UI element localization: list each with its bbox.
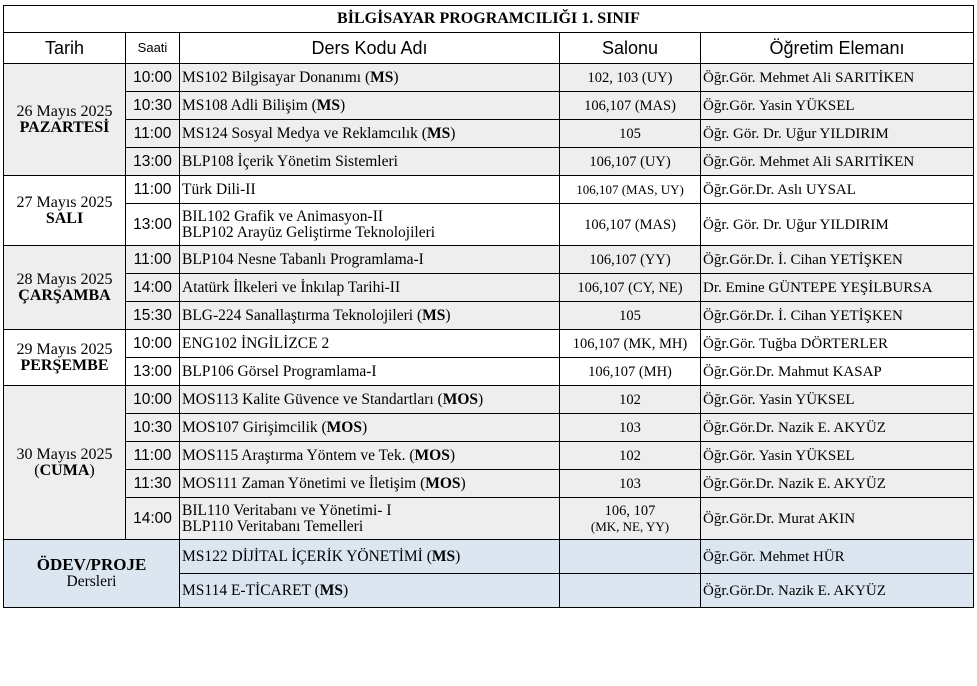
course-cell: MS122 DİJİTAL İÇERİK YÖNETİMİ (MS) [180,540,560,574]
course-cell: BIL102 Grafik ve Animasyon-II BLP102 Arayüz Geliştirme Teknolojileri [180,204,560,246]
instructor-cell: Öğr.Gör. Mehmet Ali SARITİKEN [701,148,974,176]
instructor-cell: Öğr.Gör. Mehmet Ali SARITİKEN [701,64,974,92]
instructor-cell: Öğr.Gör. Yasin YÜKSEL [701,92,974,120]
table-row [4,386,974,414]
course-cell: Atatürk İlkeleri ve İnkılap Tarihi-II [180,274,560,302]
header-course: Ders Kodu Adı [180,33,560,64]
header-room: Salonu [560,33,701,64]
date-cell [4,64,126,176]
date-cell: 30 Mayıs 2025 (CUMA) [4,386,126,540]
time-cell: 11:30 [126,470,180,498]
time-cell: 15:30 [126,302,180,330]
table-row [4,64,974,92]
table-row [4,330,974,358]
instructor-cell: Öğr.Gör.Dr. Nazik E. AKYÜZ [701,574,974,608]
time-cell: 11:00 [126,246,180,274]
course-cell: MOS113 Kalite Güvence ve Standartları (MOS) [180,386,560,414]
instructor-cell: Öğr.Gör. Yasin YÜKSEL [701,386,974,414]
table-row [4,120,974,148]
instructor-cell: Öğr. Gör. Dr. Uğur YILDIRIM [701,204,974,246]
table-row [4,414,974,442]
time-cell: 14:00 [126,274,180,302]
day-name: ÇARŞAMBA [18,286,111,304]
room-cell: 106,107 (YY) [560,246,701,274]
course-cell: MOS107 Girişimcilik (MOS) [180,414,560,442]
course-cell: MOS111 Zaman Yönetimi ve İletişim (MOS) [180,470,560,498]
course-cell: MS108 Adli Bilişim (MS) [180,92,560,120]
time-cell: 10:30 [126,92,180,120]
table-row [4,176,974,204]
instructor-cell: Öğr.Gör.Dr. İ. Cihan YETİŞKEN [701,302,974,330]
room-cell: 102 [560,442,701,470]
homework-subtitle: Dersleri [66,573,117,590]
date-cell [4,330,126,386]
day-name: PAZARTESİ [19,118,110,136]
table-row [4,274,974,302]
table-row [4,92,974,120]
time-cell: 14:00 [126,498,180,540]
instructor-cell: Öğr.Gör.Dr. Nazik E. AKYÜZ [701,414,974,442]
time-cell: 10:00 [126,330,180,358]
table-title: BİLGİSAYAR PROGRAMCILIĞI 1. SINIF [4,6,974,33]
header-time: Saati [126,33,180,64]
table-row [4,204,974,246]
date-cell [4,176,126,246]
time-cell: 10:00 [126,64,180,92]
room-cell: 105 [560,120,701,148]
date-text: 26 Mayıs 2025 [16,102,113,120]
table-row [4,358,974,386]
homework-title: ÖDEV/PROJE [36,555,147,574]
table-row [4,498,974,540]
instructor-cell: Öğr.Gör.Dr. Nazik E. AKYÜZ [701,470,974,498]
room-cell: 102 [560,386,701,414]
day-name: CUMA [39,461,90,479]
header-instructor: Öğretim Elemanı [701,33,974,64]
table-row [4,246,974,274]
homework-label-cell [4,540,180,608]
instructor-cell: Öğr.Gör.Dr. Mahmut KASAP [701,358,974,386]
instructor-cell: Öğr.Gör. Yasin YÜKSEL [701,442,974,470]
header-row [4,33,974,64]
instructor-cell: Öğr.Gör. Mehmet HÜR [701,540,974,574]
date-text: 28 Mayıs 2025 [16,270,113,288]
room-cell: 106,107 (MK, MH) [560,330,701,358]
course-cell: BIL110 Veritabanı ve Yönetimi- I BLP110 Veritabanı Temelleri [180,498,560,540]
room-cell: 106,107 (MAS, UY) [560,176,701,204]
time-cell: 13:00 [126,358,180,386]
course-cell: BLP104 Nesne Tabanlı Programlama-I [180,246,560,274]
date-text: 27 Mayıs 2025 [16,193,113,211]
header-date: Tarih [4,33,126,64]
instructor-cell: Öğr.Gör.Dr. Murat AKIN [701,498,974,540]
time-cell: 13:00 [126,204,180,246]
instructor-cell: Öğr.Gör.Dr. İ. Cihan YETİŞKEN [701,246,974,274]
course-cell: BLG-224 Sanallaştırma Teknolojileri (MS) [180,302,560,330]
date-text: 30 Mayıs 2025 [16,445,113,463]
table-row [4,302,974,330]
course-cell: MS114 E-TİCARET (MS) [180,574,560,608]
course-cell: BLP108 İçerik Yönetim Sistemleri [180,148,560,176]
room-cell [560,540,701,574]
room-cell: 106,107 (CY, NE) [560,274,701,302]
time-cell: 10:30 [126,414,180,442]
instructor-cell: Öğr.Gör. Tuğba DÖRTERLER [701,330,974,358]
course-cell: MS124 Sosyal Medya ve Reklamcılık (MS) [180,120,560,148]
instructor-cell: Öğr. Gör. Dr. Uğur YILDIRIM [701,120,974,148]
date-cell [4,246,126,330]
course-cell: ENG102 İNGİLİZCE 2 [180,330,560,358]
time-cell: 13:00 [126,148,180,176]
day-name: SALI [45,209,84,227]
table-row [4,470,974,498]
table-row [4,148,974,176]
time-cell: 10:00 [126,386,180,414]
course-cell: MS102 Bilgisayar Donanımı (MS) [180,64,560,92]
course-cell: BLP106 Görsel Programlama-I [180,358,560,386]
date-text: 29 Mayıs 2025 [16,340,113,358]
day-name: PERŞEMBE [20,356,109,374]
homework-row [4,540,974,574]
time-cell: 11:00 [126,442,180,470]
room-cell: 106,107 (MH) [560,358,701,386]
instructor-cell: Öğr.Gör.Dr. Aslı UYSAL [701,176,974,204]
room-cell: 106,107 (MAS) [560,204,701,246]
instructor-cell: Dr. Emine GÜNTEPE YEŞİLBURSA [701,274,974,302]
room-cell: 105 [560,302,701,330]
room-cell: 102, 103 (UY) [560,64,701,92]
room-cell: 106,107 (MAS) [560,92,701,120]
room-cell: 103 [560,414,701,442]
room-cell [560,574,701,608]
table-row [4,442,974,470]
exam-schedule-table [3,5,974,608]
room-cell: 106,107 (UY) [560,148,701,176]
time-cell: 11:00 [126,120,180,148]
time-cell: 11:00 [126,176,180,204]
room-cell: 106, 107 (MK, NE, YY) [560,498,701,540]
room-cell: 103 [560,470,701,498]
course-cell: MOS115 Araştırma Yöntem ve Tek. (MOS) [180,442,560,470]
course-cell: Türk Dili-II [180,176,560,204]
